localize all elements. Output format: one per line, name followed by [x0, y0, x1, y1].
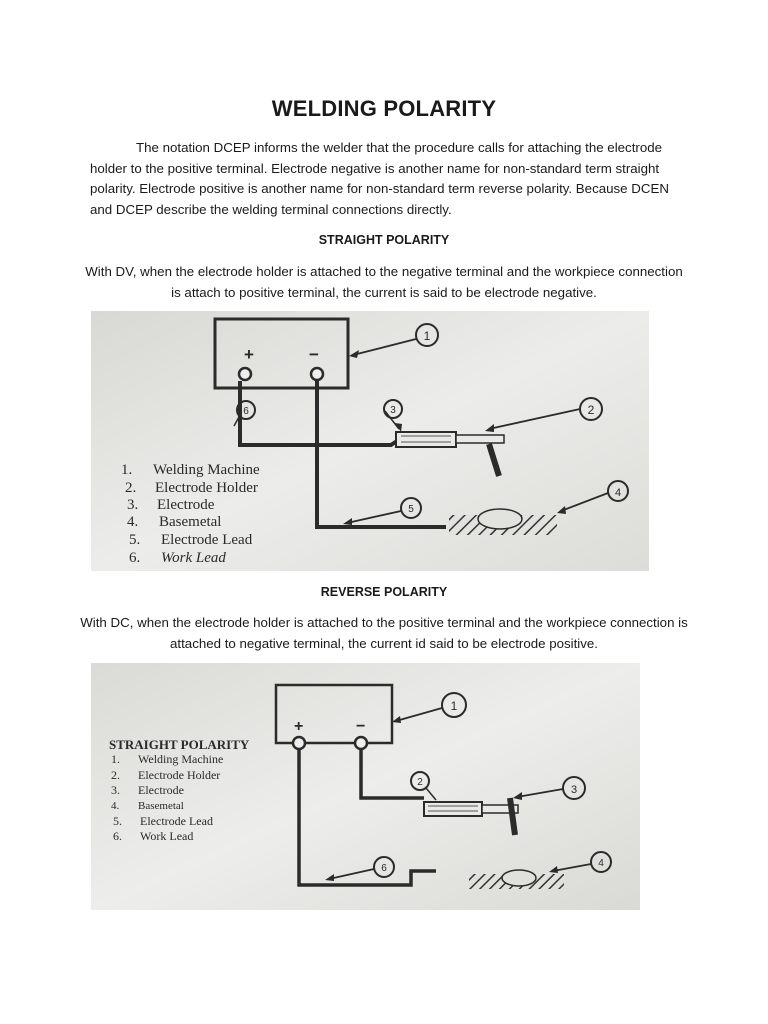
callout-1: 1 [450, 699, 458, 713]
weld-pool [502, 870, 536, 886]
legend-label-5: Electrode Lead [140, 814, 213, 828]
plus-sign: + [294, 718, 304, 735]
legend-label-1: Welding Machine [153, 462, 260, 478]
legend-num-2: 2. [111, 768, 120, 782]
weld-pool [478, 509, 522, 529]
legend-num-4: 4. [127, 514, 139, 530]
intro-paragraph [90, 138, 680, 220]
legend-label-3: Electrode [157, 497, 215, 513]
callout-5: 5 [408, 504, 414, 515]
callout-3: 3 [570, 784, 578, 796]
callout-2: 2 [417, 777, 423, 788]
minus-sign: − [309, 345, 319, 364]
electrode-holder [424, 802, 482, 816]
callout-4: 4 [598, 858, 604, 869]
electrode-holder [396, 432, 456, 447]
callout-1: 1 [423, 329, 431, 343]
legend-num-2: 2. [125, 480, 137, 496]
page-title: WELDING POLARITY [271, 96, 497, 121]
minus-sign: − [356, 718, 366, 735]
legend-title: STRAIGHT POLARITY [109, 737, 250, 752]
positive-terminal [293, 737, 305, 749]
legend-num-3: 3. [127, 497, 139, 513]
straight-polarity-svg [91, 311, 649, 571]
negative-terminal [355, 737, 367, 749]
electrode-rod [456, 435, 504, 443]
legend-label-6: Work Lead [140, 829, 194, 843]
legend-num-3: 3. [111, 783, 120, 797]
legend-num-6: 6. [129, 550, 141, 566]
legend-label-2: Electrode Holder [138, 768, 221, 782]
legend-num-1: 1. [121, 462, 133, 478]
legend-label-4: Basemetal [159, 514, 222, 530]
legend-num-5: 5. [113, 814, 122, 828]
legend-num-4: 4. [111, 800, 120, 812]
straight-polarity-diagram [91, 311, 649, 571]
intro-text: The notation DCEP informs the welder that the procedure calls for attaching the electrode holder to the positive terminal. Electrode negative is another name for non-standard term straight polarity. Electrode positive is another name for non-standard term reverse polarity. Because DCEN and DCEP describe the welding terminal connections directly. [90, 140, 669, 217]
legend-num-6: 6. [113, 829, 122, 843]
reverse-polarity-paragraph: With DC, when the electrode holder is attached to the positive terminal and the workpiece connection is attached to negative terminal, the current id said to be electrode positive. [80, 615, 688, 651]
reverse-polarity-diagram [91, 663, 640, 910]
legend-label-3: Electrode [138, 783, 184, 797]
plus-sign: + [244, 345, 254, 364]
straight-polarity-paragraph: With DV, when the electrode holder is attached to the negative terminal and the workpiece connection is attach to positive terminal, the current is said to be electrode negative. [85, 264, 683, 300]
callout-6: 6 [243, 406, 249, 417]
legend-label-2: Electrode Holder [155, 480, 258, 496]
callout-3: 3 [390, 405, 396, 416]
callout-4: 4 [614, 487, 622, 499]
legend-num-1: 1. [111, 752, 120, 766]
positive-terminal [239, 368, 251, 380]
legend-label-1: Welding Machine [138, 752, 224, 766]
legend-label-4: Basemetal [138, 800, 184, 812]
straight-polarity-heading: STRAIGHT POLARITY [318, 233, 450, 247]
callout-6: 6 [381, 863, 387, 874]
legend-label-5: Electrode Lead [161, 532, 253, 548]
legend-num-5: 5. [129, 532, 141, 548]
reverse-polarity-svg [91, 663, 640, 910]
callout-2: 2 [587, 403, 595, 417]
negative-terminal [311, 368, 323, 380]
legend-label-6: Work Lead [161, 550, 226, 566]
reverse-polarity-heading: REVERSE POLARITY [320, 585, 448, 599]
